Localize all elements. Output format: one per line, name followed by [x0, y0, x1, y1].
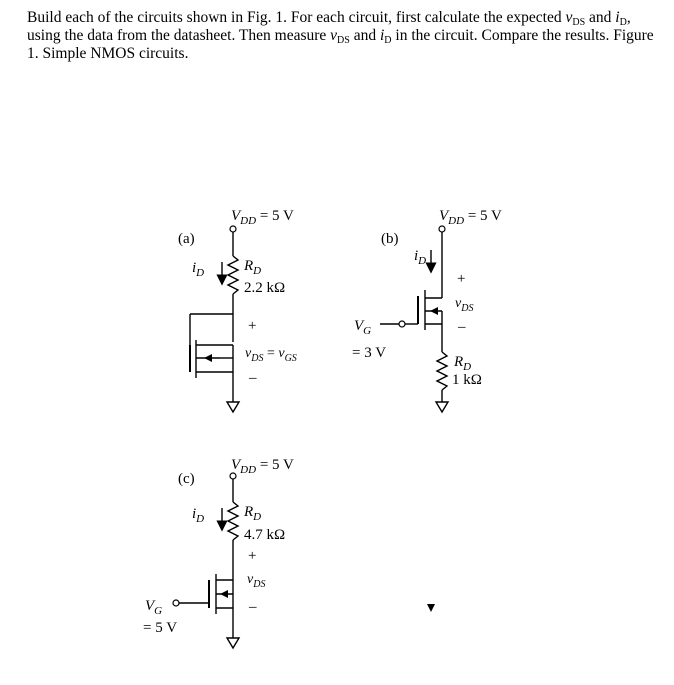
circuit-c-vg-value: = 5 V [143, 620, 178, 636]
circuit-a-current-label: $i_D$ [192, 260, 205, 279]
circuit-a-plus: + [248, 318, 257, 334]
problem-statement: Build each of the circuits shown in Fig. 1. For each circuit, first calculate the expected $v_{DS}$ and $i_D$, using the data from the datasheet. Then measure $v_{DS}$ and $i_D$ in the circuit. Compare the results. Figure 1. Simple NMOS circuits. [27, 9, 654, 62]
circuit-c-label: (c) [178, 471, 195, 487]
circuit-c-current-label: $i_D$ [192, 506, 205, 525]
circuit-c [143, 457, 294, 648]
circuit-b-minus: – [458, 319, 466, 335]
circuit-b-plus: + [457, 271, 466, 287]
circuit-c-plus: + [248, 548, 257, 564]
circuit-b-resistor-value: 1 kΩ [452, 372, 482, 388]
circuit-a-ground [227, 402, 239, 412]
circuit-c-resistor-label: $R_D$ [244, 504, 262, 523]
circuit-c-ground [227, 638, 239, 648]
circuit-a [178, 208, 297, 412]
circuit-c-resistor-value: 4.7 kΩ [244, 527, 286, 543]
circuit-c-resistor [228, 502, 238, 540]
circuit-c-vds-label: $v_{DS}$ [247, 572, 266, 590]
circuit-a-vdd-terminal [230, 226, 236, 232]
circuit-b-nmos-transistor [405, 290, 442, 352]
circuit-b-vg-label: $V_G$ [354, 318, 372, 337]
cursor-marker-icon [427, 604, 435, 612]
circuit-a-resistor-label: $R_D$ [244, 258, 262, 277]
figure-caption: Figure 1. Simple NMOS circuits. [27, 27, 654, 62]
circuit-b-gate-terminal [399, 321, 405, 327]
circuit-a-resistor-value: 2.2 kΩ [244, 280, 286, 296]
circuit-b-label: (b) [381, 231, 399, 247]
circuit-a-vdd-label: $V_{DD} = 5$ V [231, 208, 294, 227]
circuit-b [352, 208, 502, 412]
circuit-b-resistor [437, 352, 447, 390]
circuit-c-minus: – [249, 599, 257, 615]
circuit-b-vdd-terminal [439, 226, 445, 232]
circuit-a-minus: – [249, 370, 257, 386]
circuit-b-vg-value: = 3 V [352, 345, 387, 361]
circuit-c-nmos-transistor [179, 574, 233, 638]
circuit-c-vdd-terminal [230, 473, 236, 479]
circuit-a-resistor [228, 256, 238, 294]
circuit-b-ground [436, 402, 448, 412]
circuit-b-resistor-label: $R_D$ [454, 354, 472, 373]
circuit-c-gate-terminal [173, 600, 179, 606]
circuit-b-vds-label: $v_{DS}$ [455, 296, 474, 314]
circuit-c-vdd-label: $V_{DD} = 5$ V [231, 457, 294, 476]
circuit-b-vdd-label: $V_{DD} = 5$ V [439, 208, 502, 227]
circuit-a-label: (a) [178, 231, 195, 247]
circuit-a-nmos-transistor [190, 314, 233, 402]
circuit-c-vg-label: $V_G$ [145, 598, 163, 617]
circuit-b-current-label: $i_D$ [414, 248, 427, 267]
circuit-a-vds-equals-vgs: $v_{DS} = v_{GS}$ [245, 346, 297, 364]
